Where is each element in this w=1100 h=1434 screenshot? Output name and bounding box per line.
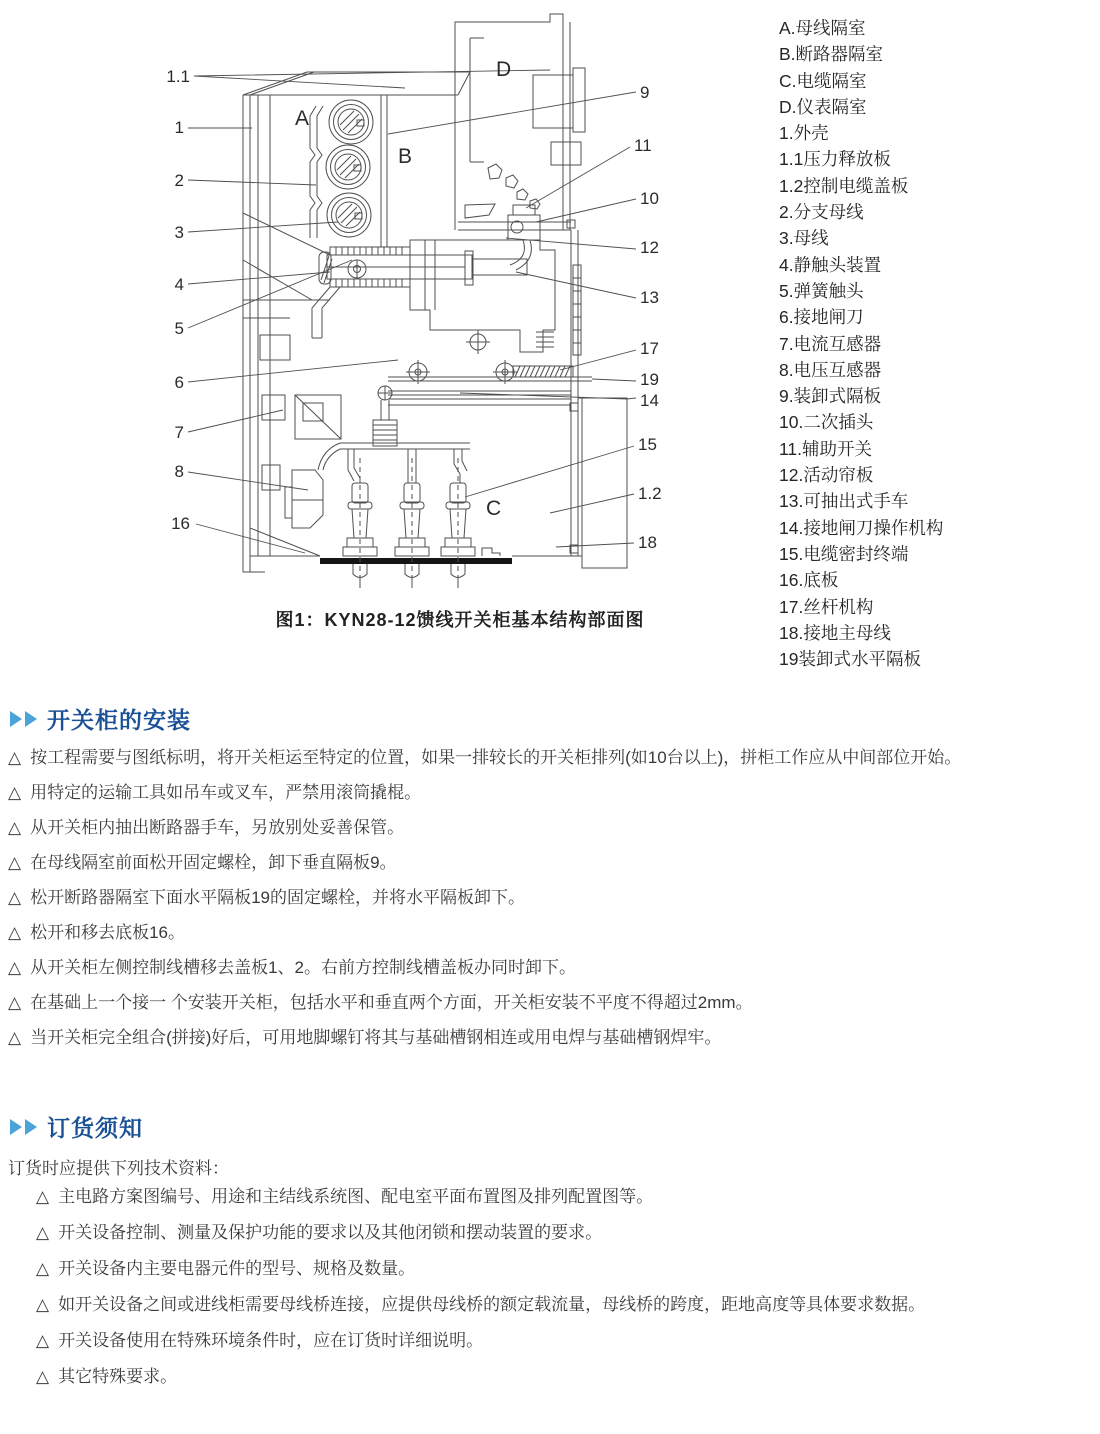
callout-label: 18 — [638, 533, 657, 552]
install-step — [8, 957, 1098, 978]
callout-label: 2 — [174, 171, 184, 190]
callout-label: 16 — [171, 514, 190, 533]
legend-item: B.断路器隔室 — [779, 44, 884, 65]
ordering-item-text: 开关设备使用在特殊环境条件时，应在订货时详细说明。 — [58, 1331, 484, 1350]
ordering-requirements — [36, 1186, 1096, 1402]
legend-item: 6.接地闸刀 — [779, 307, 864, 328]
horizontal-partitions — [388, 377, 592, 405]
ordering-item — [36, 1258, 1096, 1279]
legend-item: 5.弹簧触头 — [779, 280, 864, 301]
install-step-text: 当开关柜完全组合(拼接)好后，可用地脚螺钉将其与基础槽钢相连或用电焊与基础槽钢焊牢。 — [30, 1028, 722, 1047]
legend-item: 1.外壳 — [779, 123, 829, 144]
legend-item: 16.底板 — [779, 570, 839, 591]
withdrawable-truck — [406, 240, 573, 384]
compartment-letter: D — [496, 58, 512, 81]
legend-item: 2.分支母线 — [779, 202, 864, 223]
legend-item: 8.电压互感器 — [779, 359, 882, 380]
section-title: 开关柜的安装 — [47, 707, 191, 733]
callout-label: 1 — [174, 118, 184, 137]
callout-label: 11 — [634, 136, 652, 155]
ordering-item-text: 如开关设备之间或进线柜需要母线桥连接，应提供母线桥的额定载流量，母线桥的跨度，距地高度等具体要求数据。 — [58, 1295, 926, 1314]
install-step — [8, 782, 1098, 803]
install-step — [8, 992, 1098, 1013]
grounding-main-busbar — [320, 558, 512, 564]
instrument-compartment — [455, 14, 585, 230]
ordering-item-text: 其它特殊要求。 — [58, 1367, 178, 1386]
triangle-bullet: △ — [36, 1187, 50, 1206]
triangle-bullet: △ — [8, 993, 22, 1012]
legend-item: 13.可抽出式手车 — [779, 491, 909, 512]
legend-item: 10.二次插头 — [779, 412, 874, 433]
install-step-text: 用特定的运输工具如吊车或叉车，严禁用滚筒撬棍。 — [30, 783, 422, 802]
ordering-item — [36, 1330, 1096, 1351]
section-header-installation — [10, 702, 191, 735]
triangle-bullet: △ — [36, 1259, 50, 1278]
ordering-item — [36, 1366, 1096, 1387]
install-step-text: 从开关柜左侧控制线槽移去盖板1、2。右前方控制线槽盖板办同时卸下。 — [30, 958, 576, 977]
section-header-ordering — [10, 1110, 143, 1143]
triangle-bullet: △ — [8, 923, 22, 942]
triangle-bullet: △ — [36, 1367, 50, 1386]
legend-item: C.电缆隔室 — [779, 70, 867, 91]
triangle-bullet: △ — [36, 1223, 50, 1242]
callout-label: 8 — [174, 462, 184, 481]
ordering-item-text: 开关设备控制、测量及保护功能的要求以及其他闭锁和摆动装置的要求。 — [58, 1223, 603, 1242]
install-step — [8, 817, 1098, 838]
triangle-bullet: △ — [36, 1295, 50, 1314]
compartment-letter: A — [295, 107, 310, 130]
callout-label: 19 — [640, 370, 659, 389]
install-step — [8, 887, 1098, 908]
control-cable-cover-panel — [578, 398, 627, 568]
installation-steps — [8, 747, 1098, 1062]
legend-item: 15.电缆密封终端 — [779, 543, 909, 564]
triangle-bullet: △ — [8, 818, 22, 837]
callout-label: 14 — [640, 391, 659, 410]
install-step — [8, 747, 1098, 768]
triangle-bullet: △ — [8, 853, 22, 872]
triangle-bullet: △ — [36, 1331, 50, 1350]
install-step — [8, 852, 1098, 873]
callout-label: 5 — [174, 319, 184, 338]
callout-label: 10 — [640, 189, 659, 208]
figure-caption: 图1：KYN28-12馈线开关柜基本结构部面图 — [275, 610, 645, 630]
callout-label: 13 — [640, 288, 659, 307]
legend-item: 1.1压力释放板 — [779, 149, 891, 170]
install-step — [8, 1027, 1098, 1048]
callout-label: 6 — [174, 373, 184, 392]
legend-item: 1.2控制电缆盖板 — [779, 175, 909, 196]
ordering-intro: 订货时应提供下列技术资料： — [8, 1159, 229, 1178]
ordering-item — [36, 1186, 1096, 1207]
cable-terminations — [318, 443, 475, 588]
ordering-item-text: 开关设备内主要电器元件的型号、规格及数量。 — [58, 1259, 416, 1278]
triangle-bullet: △ — [8, 888, 22, 907]
secondary-plug-assembly — [508, 205, 540, 270]
callout-label: 15 — [638, 435, 657, 454]
legend-item: 19装卸式水平隔板 — [779, 649, 921, 670]
callout-label: 3 — [174, 223, 184, 242]
triangle-bullet: △ — [8, 958, 22, 977]
install-step-text: 从开关柜内抽出断路器手车，另放别处妥善保管。 — [30, 818, 405, 837]
double-arrow-icon — [10, 1119, 37, 1135]
legend-item: D.仪表隔室 — [779, 96, 867, 117]
callout-label: 1.1 — [166, 67, 190, 86]
install-step-text: 在基础上一个接一 个安装开关柜，包括水平和垂直两个方面，开关柜安装不平度不得超过2mm。 — [30, 993, 753, 1012]
current-transformer — [295, 395, 341, 439]
busbar-bushings — [310, 100, 373, 238]
install-step — [8, 922, 1098, 943]
legend-item: A.母线隔室 — [779, 18, 866, 38]
legend-item: 18.接地主母线 — [779, 622, 891, 643]
legend-item: 4.静触头装置 — [779, 254, 882, 275]
switchgear-structure-diagram — [140, 8, 780, 608]
callout-label: 1.2 — [638, 484, 662, 503]
cabinet-right-wall — [567, 220, 581, 556]
install-step-text: 松开和移去底板16。 — [30, 923, 185, 942]
legend-item: 9.装卸式隔板 — [779, 386, 882, 407]
section-title: 订货须知 — [47, 1115, 143, 1141]
legend-item: 12.活动帘板 — [779, 465, 874, 486]
install-step-text: 松开断路器隔室下面水平隔板19的固定螺栓，并将水平隔板卸下。 — [30, 888, 525, 907]
callout-label: 9 — [640, 83, 650, 102]
voltage-transformer — [285, 470, 323, 528]
double-arrow-icon — [10, 711, 37, 727]
legend-item: 3.母线 — [779, 228, 829, 249]
callout-label: 4 — [174, 275, 184, 294]
callout-label: 17 — [640, 339, 659, 358]
triangle-bullet: △ — [8, 783, 22, 802]
install-step-text: 在母线隔室前面松开固定螺栓，卸下垂直隔板9。 — [30, 853, 397, 872]
legend-item: 14.接地闸刀操作机构 — [779, 517, 944, 538]
triangle-bullet: △ — [8, 748, 22, 767]
ordering-item-text: 主电路方案图编号、用途和主结线系统图、配电室平面布置图及排列配置图等。 — [58, 1187, 654, 1206]
callout-label: 7 — [174, 423, 184, 442]
callout-label: 12 — [640, 238, 659, 257]
ordering-item — [36, 1294, 1096, 1315]
install-step-text: 按工程需要与图纸标明，将开关柜运至特定的位置，如果一排较长的开关柜排列(如10台以上)，拼柜工作应从中间部位开始。 — [30, 748, 962, 767]
vertical-partition — [381, 95, 387, 247]
triangle-bullet: △ — [8, 1028, 22, 1047]
compartment-letter: B — [398, 145, 413, 168]
legend-item: 17.丝杆机构 — [779, 596, 874, 617]
compartment-letter: C — [486, 497, 502, 520]
legend-item: 11.辅助开关 — [779, 438, 873, 459]
ordering-item — [36, 1222, 1096, 1243]
static-contact-assembly — [312, 247, 527, 338]
diagram-legend — [779, 15, 943, 672]
legend-item: 7.电流互感器 — [779, 333, 882, 354]
